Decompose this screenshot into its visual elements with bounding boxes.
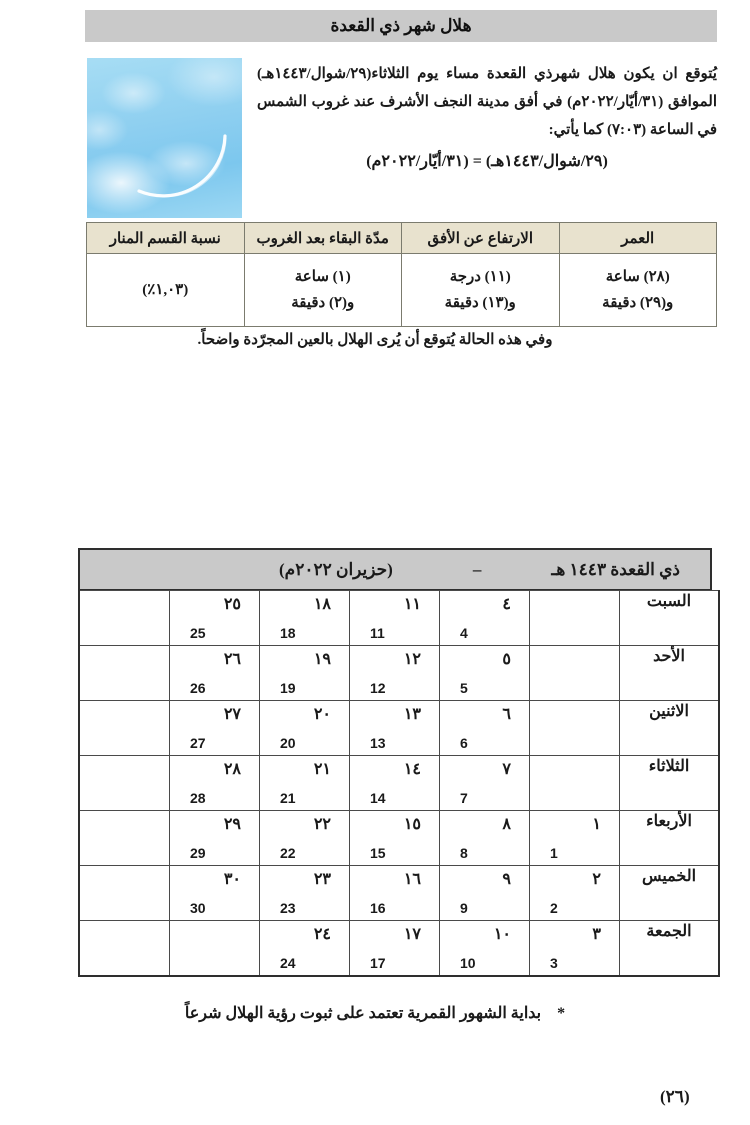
column-header-altitude: الارتفاع عن الأفق <box>402 223 560 254</box>
calendar-date-cell <box>530 921 620 977</box>
crescent-moon-sky-photo <box>87 58 242 218</box>
calendar-hijri-date: ٢٥ <box>223 596 241 613</box>
calendar-hijri-date: ١٩ <box>313 651 331 668</box>
cell-age-line1: (٢٨) ساعة <box>605 269 670 285</box>
calendar-gregorian-date: 16 <box>370 900 386 916</box>
calendar-date-cell <box>79 811 170 866</box>
calendar-date-cell <box>170 756 260 811</box>
calendar-hijri-date: ٤ <box>502 596 511 613</box>
calendar-header <box>78 548 712 590</box>
calendar-date-cell <box>530 646 620 701</box>
intro-paragraph-block <box>257 60 717 176</box>
calendar-row <box>79 591 719 646</box>
calendar-date-cell <box>530 701 620 756</box>
calendar-date-cell <box>530 811 620 866</box>
calendar-date-cell <box>170 811 260 866</box>
calendar-row <box>79 921 719 977</box>
cell-stay-line2: و(٢) دقيقة <box>291 295 355 311</box>
calendar-hijri-date: ٥ <box>502 651 511 668</box>
calendar-date-cell <box>530 591 620 646</box>
page-title-banner <box>85 10 717 42</box>
calendar-date-cell <box>440 921 530 977</box>
date-equation: (٢٩/شوال/١٤٤٣هـ) = (٣١/أيّار/٢٠٢٢م) <box>366 153 608 170</box>
calendar-date-cell <box>260 591 350 646</box>
cell-altitude <box>402 254 560 327</box>
calendar-grid <box>78 590 720 977</box>
intro-paragraph: يُتوقع ان يكون هلال شهرذي القعدة مساء يوم الثلاثاء(٢٩/شوال/١٤٤٣هـ) الموافق (٣١/أيّار/٢٠٢٢م) في أفق مدينة النجف الأشرف عند غروب الشمس في الساعة (٧:٠٣) كما يأتي: <box>257 66 717 138</box>
calendar-gregorian-date: 5 <box>460 680 468 696</box>
calendar-hijri-date: ٢١ <box>313 761 331 778</box>
calendar-date-cell <box>170 646 260 701</box>
calendar-hijri-date: ١٢ <box>403 651 421 668</box>
calendar-hijri-date: ٨ <box>502 816 511 833</box>
cell-age-line2: و(٢٩) دقيقة <box>602 295 674 311</box>
calendar-gregorian-date: 14 <box>370 790 386 806</box>
calendar-gregorian-date: 24 <box>280 955 296 971</box>
calendar-footnote <box>0 1003 750 1023</box>
cell-illumination: (١,٠٣٪) <box>87 254 245 327</box>
calendar-hijri-date: ٧ <box>502 761 511 778</box>
calendar-gregorian-date: 29 <box>190 845 206 861</box>
calendar-hijri-date: ٢٩ <box>223 816 241 833</box>
calendar-day-name: الثلاثاء <box>620 756 720 811</box>
calendar-date-cell <box>170 591 260 646</box>
calendar-hijri-date: ٢٠ <box>313 706 331 723</box>
calendar-row <box>79 646 719 701</box>
calendar-day-name: الاثنين <box>620 701 720 756</box>
calendar-gregorian-date: 26 <box>190 680 206 696</box>
calendar-date-cell <box>260 811 350 866</box>
calendar-day-name: الجمعة <box>620 921 720 977</box>
cell-stay-line1: (١) ساعة <box>294 269 351 285</box>
calendar-date-cell <box>170 701 260 756</box>
calendar-date-cell <box>79 701 170 756</box>
column-header-age: العمر <box>559 223 717 254</box>
calendar-date-cell <box>350 701 440 756</box>
hilal-data-table <box>86 222 717 327</box>
calendar-hijri-date: ٢٧ <box>223 706 241 723</box>
calendar-day-name: الأحد <box>620 646 720 701</box>
calendar-hijri-date: ١٣ <box>403 706 421 723</box>
calendar-hijri-date: ٩ <box>502 871 511 888</box>
calendar-date-cell <box>260 701 350 756</box>
calendar-gregorian-date: 13 <box>370 735 386 751</box>
cell-age <box>559 254 717 327</box>
calendar-hijri-date: ٢ <box>592 871 601 888</box>
data-table-header-row <box>87 223 717 254</box>
calendar-row <box>79 866 719 921</box>
calendar-row <box>79 756 719 811</box>
calendar-hijri-date: ١١ <box>403 596 421 613</box>
crescent-moon-icon <box>87 58 242 218</box>
column-header-illumination: نسبة القسم المنار <box>87 223 245 254</box>
calendar-date-cell <box>79 921 170 977</box>
column-header-stay-duration: مدّة البقاء بعد الغروب <box>244 223 402 254</box>
calendar-date-cell <box>260 646 350 701</box>
calendar-date-cell <box>350 921 440 977</box>
calendar-hijri-date: ١ <box>592 816 601 833</box>
calendar-gregorian-date: 10 <box>460 955 476 971</box>
calendar-gregorian-date: 11 <box>370 625 385 641</box>
calendar-hijri-date: ١٨ <box>313 596 331 613</box>
calendar-hijri-date: ٣٠ <box>223 871 241 888</box>
calendar-date-cell <box>350 591 440 646</box>
calendar-gregorian-date: 21 <box>280 790 296 806</box>
calendar-date-cell <box>440 591 530 646</box>
page-title: هلال شهر ذي القعدة <box>330 16 472 35</box>
calendar-date-cell <box>260 866 350 921</box>
monthly-calendar <box>78 548 712 977</box>
calendar-day-name: الخميس <box>620 866 720 921</box>
calendar-gregorian-date: 23 <box>280 900 296 916</box>
calendar-hijri-date: ١٦ <box>403 871 421 888</box>
calendar-gregorian-date: 8 <box>460 845 468 861</box>
calendar-date-cell <box>440 646 530 701</box>
calendar-hijri-date: ١٠ <box>493 926 511 943</box>
calendar-gregorian-date: 20 <box>280 735 296 751</box>
calendar-date-cell <box>530 756 620 811</box>
calendar-gregorian-date: 12 <box>370 680 386 696</box>
calendar-hijri-date: ١٤ <box>403 761 421 778</box>
calendar-gregorian-date: 28 <box>190 790 206 806</box>
calendar-hijri-label: ذي القعدة ١٤٤٣ هـ <box>551 559 680 579</box>
calendar-hijri-date: ٢٦ <box>223 651 241 668</box>
cell-stay-duration <box>244 254 402 327</box>
calendar-hijri-date: ٦ <box>502 706 511 723</box>
calendar-date-cell <box>79 646 170 701</box>
calendar-hijri-date: ٢٨ <box>223 761 241 778</box>
calendar-row <box>79 701 719 756</box>
calendar-gregorian-date: 30 <box>190 900 206 916</box>
calendar-hijri-date: ١٧ <box>403 926 421 943</box>
calendar-gregorian-date: 15 <box>370 845 386 861</box>
footnote-marker: * <box>557 1005 566 1022</box>
calendar-row <box>79 811 719 866</box>
calendar-hijri-date: ٣ <box>592 926 601 943</box>
calendar-date-cell <box>350 811 440 866</box>
calendar-date-cell <box>260 756 350 811</box>
calendar-date-cell <box>350 646 440 701</box>
calendar-gregorian-date: 6 <box>460 735 468 751</box>
calendar-gregorian-date: 1 <box>550 845 558 861</box>
calendar-gregorian-date: 7 <box>460 790 468 806</box>
calendar-date-cell <box>260 921 350 977</box>
calendar-gregorian-date: 2 <box>550 900 558 916</box>
cell-altitude-line1: (١١) درجة <box>449 269 511 285</box>
visibility-note: وفي هذه الحالة يُتوقع أن يُرى الهلال بالعين المجرّدة واضحاً. <box>197 332 553 348</box>
calendar-gregorian-date: 3 <box>550 955 558 971</box>
calendar-gregorian-date: 4 <box>460 625 468 641</box>
footnote-text: بداية الشهور القمرية تعتمد على ثبوت رؤية الهلال شرعاً <box>184 1005 542 1022</box>
calendar-gregorian-date: 9 <box>460 900 468 916</box>
calendar-day-name: الأربعاء <box>620 811 720 866</box>
data-table-row <box>87 254 717 327</box>
calendar-gregorian-date: 18 <box>280 625 296 641</box>
calendar-date-cell <box>350 866 440 921</box>
calendar-hijri-date: ٢٤ <box>313 926 331 943</box>
calendar-day-name: السبت <box>620 591 720 646</box>
calendar-date-cell <box>170 866 260 921</box>
calendar-date-cell <box>440 866 530 921</box>
calendar-date-cell <box>440 756 530 811</box>
calendar-date-cell <box>170 921 260 977</box>
calendar-date-cell <box>350 756 440 811</box>
cell-altitude-line2: و(١٣) دقيقة <box>444 295 516 311</box>
calendar-date-cell <box>79 866 170 921</box>
calendar-date-cell <box>79 591 170 646</box>
calendar-gregorian-date: 19 <box>280 680 296 696</box>
calendar-gregorian-date: 22 <box>280 845 296 861</box>
calendar-date-cell <box>530 866 620 921</box>
calendar-hijri-date: ٢٣ <box>313 871 331 888</box>
calendar-gregorian-label: (حزيران ٢٠٢٢م) <box>279 559 393 579</box>
calendar-date-cell <box>440 811 530 866</box>
calendar-gregorian-date: 17 <box>370 955 386 971</box>
calendar-date-cell <box>440 701 530 756</box>
page-number: (٢٦) <box>660 1087 690 1106</box>
calendar-hijri-date: ٢٢ <box>313 816 331 833</box>
calendar-date-cell <box>79 756 170 811</box>
calendar-separator: – <box>472 559 482 579</box>
calendar-gregorian-date: 25 <box>190 625 206 641</box>
calendar-hijri-date: ١٥ <box>403 816 421 833</box>
calendar-gregorian-date: 27 <box>190 735 206 751</box>
